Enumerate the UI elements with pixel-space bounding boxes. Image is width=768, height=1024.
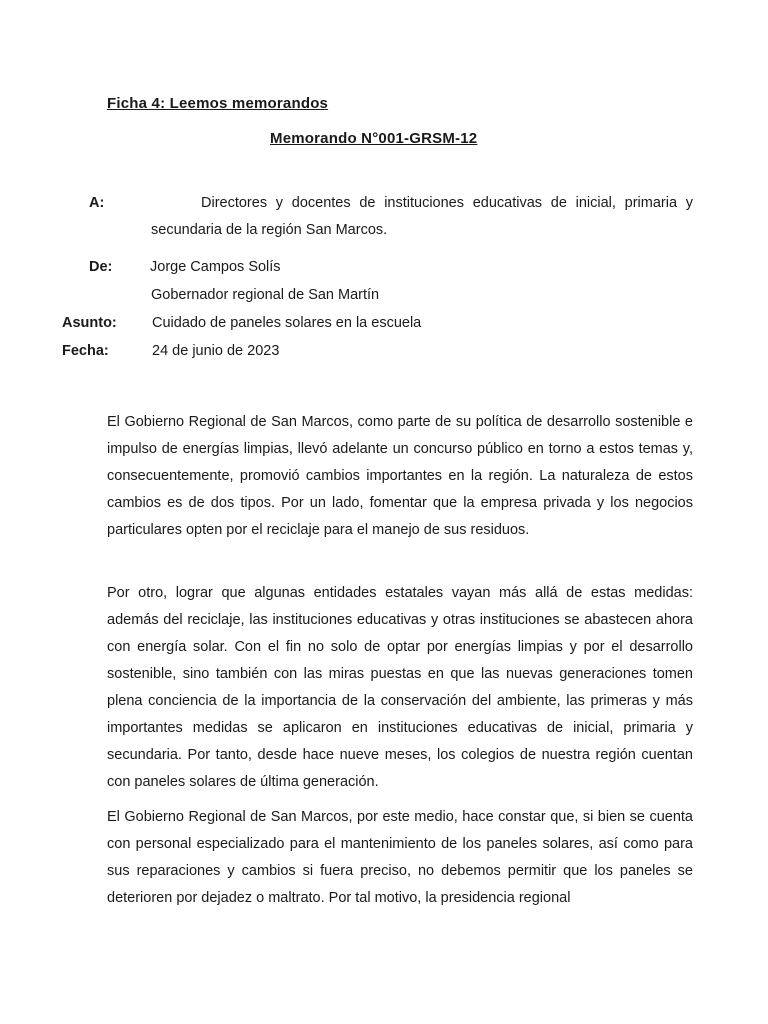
date-label: Fecha: bbox=[62, 343, 109, 359]
from-line-1: Jorge Campos Solís bbox=[150, 259, 281, 275]
from-line-2: Gobernador regional de San Martín bbox=[151, 287, 380, 303]
body-paragraph-3: El Gobierno Regional de San Marcos, por este medio, hace constar que, si bien se cuenta con personal especializado para el mantenimiento de los paneles solares, así como para sus reparaciones y cambios si fuera preciso, no debemos permitir que los paneles se deterioren por dejadez o maltrato. Por tal motivo, la presidencia regional bbox=[107, 809, 693, 906]
to-line-1: Directores y docentes de instituciones educativas de inicial, primaria y bbox=[201, 195, 693, 211]
page-title: Ficha 4: Leemos memorandos bbox=[107, 95, 329, 112]
to-line-2: secundaria de la región San Marcos. bbox=[151, 222, 388, 238]
body-paragraph-2: Por otro, lograr que algunas entidades estatales vayan más allá de estas medidas: además del reciclaje, las instituciones educativas y otras instituciones se abastecen ahora con energía solar. Con el fin no solo de optar por energías limpias y por el desarrollo sostenible, sino también con las miras puestas en que las nuevas generaciones tomen plena conciencia de la importancia de la conservación del ambiente, las primeras y más importantes medidas se aplicaron en instituciones educativas de inicial, primaria y secundaria. Por tanto, desde hace nueve meses, los colegios de nuestra región cuentan con paneles solares de última generación. bbox=[107, 585, 693, 790]
to-label: A: bbox=[89, 195, 105, 211]
memo-number: Memorando N°001-GRSM-12 bbox=[270, 130, 478, 147]
subject-label: Asunto: bbox=[62, 315, 117, 331]
date-value: 24 de junio de 2023 bbox=[152, 343, 280, 359]
subject-value: Cuidado de paneles solares en la escuela bbox=[152, 315, 422, 331]
from-label: De: bbox=[89, 259, 113, 275]
body-paragraph-1: El Gobierno Regional de San Marcos, como parte de su política de desarrollo sostenible e impulso de energías limpias, llevó adelante un concurso público en torno a estos temas y, consecuentemente, promovió cambios importantes en la región. La naturaleza de estos cambios es de dos tipos. Por un lado, fomentar que la empresa privada y los negocios particulares opten por el reciclaje para el manejo de sus residuos. bbox=[107, 414, 693, 538]
